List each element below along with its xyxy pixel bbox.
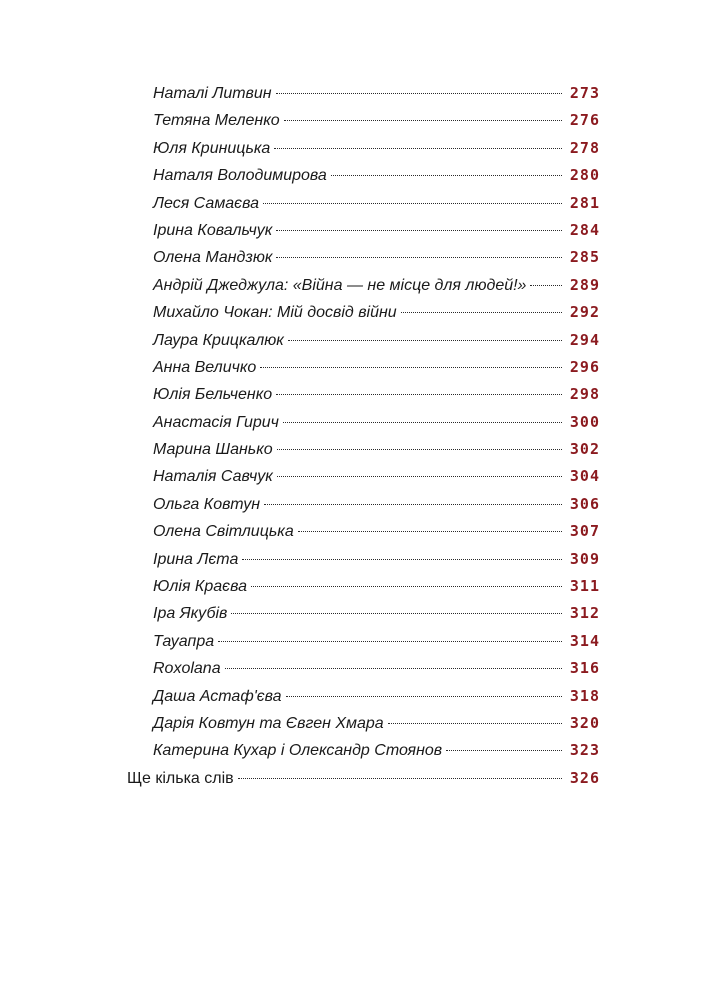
toc-entry-title: Іра Якубів bbox=[153, 605, 228, 623]
toc-entry-title: Тауапра bbox=[153, 632, 215, 650]
toc-page-number: 318 bbox=[569, 686, 600, 705]
toc-page-number: 304 bbox=[569, 467, 600, 486]
toc-page-number: 276 bbox=[569, 111, 600, 130]
toc-page-number: 281 bbox=[569, 193, 600, 212]
toc-page-number: 296 bbox=[569, 357, 600, 376]
toc-entry-title: Даша Астаф'єва bbox=[153, 687, 282, 705]
toc-entry-title: Наталя Володимирова bbox=[153, 167, 327, 185]
dot-leader bbox=[401, 312, 562, 313]
toc-entry[interactable] bbox=[0, 244, 728, 271]
toc-entry-title: Ірина Лєта bbox=[153, 550, 239, 568]
toc-entry-title: Анна Величко bbox=[153, 358, 257, 376]
toc-page-number: 280 bbox=[569, 166, 600, 185]
dot-leader bbox=[231, 613, 562, 614]
toc-page-number: 300 bbox=[569, 412, 600, 431]
toc-page-number: 292 bbox=[569, 303, 600, 322]
dot-leader bbox=[446, 750, 562, 751]
toc-page-number: 289 bbox=[569, 275, 600, 294]
dot-leader bbox=[331, 175, 562, 176]
toc-entry-title: Лаура Крицкалюк bbox=[153, 331, 284, 349]
dot-leader bbox=[298, 531, 562, 532]
dot-leader bbox=[276, 257, 562, 258]
toc-page-number: 294 bbox=[569, 330, 600, 349]
dot-leader bbox=[218, 641, 562, 642]
toc-entry[interactable] bbox=[0, 628, 728, 655]
toc-entry[interactable] bbox=[0, 272, 728, 299]
toc-entry-title: Тетяна Меленко bbox=[153, 112, 280, 130]
toc-entry[interactable] bbox=[0, 80, 728, 107]
dot-leader bbox=[225, 668, 562, 669]
toc-page-number: 278 bbox=[569, 138, 600, 157]
toc-page-number: 298 bbox=[569, 385, 600, 404]
dot-leader bbox=[251, 586, 562, 587]
toc-page-number: 312 bbox=[569, 604, 600, 623]
table-of-contents bbox=[0, 80, 728, 792]
toc-page-number: 323 bbox=[569, 741, 600, 760]
dot-leader bbox=[260, 367, 562, 368]
toc-entry[interactable] bbox=[0, 162, 728, 189]
toc-entry-title: Анастасія Гирич bbox=[153, 413, 279, 431]
dot-leader bbox=[277, 449, 562, 450]
toc-entry[interactable] bbox=[0, 518, 728, 545]
toc-entry[interactable] bbox=[0, 409, 728, 436]
toc-entry-title: Андрій Джеджула: «Війна — не місце для людей!» bbox=[153, 276, 527, 294]
toc-page-number: 326 bbox=[569, 768, 600, 787]
dot-leader bbox=[264, 504, 562, 505]
toc-entry[interactable] bbox=[0, 299, 728, 326]
toc-entry-title: Ольга Ковтун bbox=[153, 495, 261, 513]
dot-leader bbox=[276, 394, 562, 395]
dot-leader bbox=[238, 778, 562, 779]
dot-leader bbox=[530, 285, 562, 286]
toc-page-number: 285 bbox=[569, 248, 600, 267]
toc-entry[interactable] bbox=[0, 190, 728, 217]
dot-leader bbox=[276, 93, 562, 94]
dot-leader bbox=[388, 723, 562, 724]
toc-entry-title: Наталія Савчук bbox=[153, 468, 273, 486]
toc-entry-title: Михайло Чокан: Мій досвід війни bbox=[153, 304, 397, 322]
toc-entry-title: Юлія Бельченко bbox=[153, 386, 273, 404]
toc-entry-title: Леся Самаєва bbox=[153, 194, 260, 212]
toc-entry[interactable] bbox=[0, 600, 728, 627]
toc-entry[interactable] bbox=[0, 217, 728, 244]
toc-entry-title: Марина Шанько bbox=[153, 441, 273, 459]
toc-page-number: 306 bbox=[569, 494, 600, 513]
toc-entry-title: Наталі Литвин bbox=[153, 85, 272, 102]
dot-leader bbox=[242, 559, 562, 560]
toc-entry-title: Юлія Краєва bbox=[153, 578, 247, 596]
toc-entry[interactable] bbox=[0, 491, 728, 518]
dot-leader bbox=[277, 476, 562, 477]
toc-page-number: 284 bbox=[569, 220, 600, 239]
toc-entry[interactable] bbox=[0, 436, 728, 463]
toc-entry[interactable] bbox=[0, 354, 728, 381]
toc-entry-title: Ще кілька слів bbox=[127, 769, 234, 787]
toc-entry-title: Дарія Ковтун та Євген Хмара bbox=[153, 714, 384, 732]
dot-leader bbox=[288, 340, 562, 341]
toc-entry-title: Олена Мандзюк bbox=[153, 249, 273, 267]
toc-entry[interactable] bbox=[0, 737, 728, 764]
toc-page-number: 314 bbox=[569, 631, 600, 650]
toc-page-number: 273 bbox=[569, 84, 600, 102]
toc-entry-title: Катерина Кухар і Олександр Стоянов bbox=[153, 742, 443, 760]
toc-entry[interactable] bbox=[0, 107, 728, 134]
toc-entry-closing[interactable] bbox=[0, 765, 728, 792]
toc-entry-title: Ірина Ковальчук bbox=[153, 221, 273, 239]
toc-entry[interactable] bbox=[0, 655, 728, 682]
toc-entry[interactable] bbox=[0, 710, 728, 737]
dot-leader bbox=[276, 230, 562, 231]
toc-page-number: 302 bbox=[569, 440, 600, 459]
toc-page-number: 309 bbox=[569, 549, 600, 568]
toc-entry[interactable] bbox=[0, 327, 728, 354]
dot-leader bbox=[286, 696, 562, 697]
toc-page-number: 311 bbox=[569, 577, 600, 596]
dot-leader bbox=[263, 203, 562, 204]
toc-entry-title: Юля Криницька bbox=[153, 139, 271, 157]
toc-entry[interactable] bbox=[0, 683, 728, 710]
toc-entry[interactable] bbox=[0, 135, 728, 162]
toc-entry-title: Олена Світлицька bbox=[153, 523, 294, 541]
toc-page-number: 316 bbox=[569, 659, 600, 678]
toc-entry[interactable] bbox=[0, 463, 728, 490]
toc-entry[interactable] bbox=[0, 381, 728, 408]
dot-leader bbox=[284, 120, 562, 121]
dot-leader bbox=[274, 148, 562, 149]
dot-leader bbox=[283, 422, 562, 423]
toc-page-number: 307 bbox=[569, 522, 600, 541]
toc-entry[interactable] bbox=[0, 573, 728, 600]
toc-entry[interactable] bbox=[0, 546, 728, 573]
toc-page-number: 320 bbox=[569, 713, 600, 732]
toc-entry-title: Roxolana bbox=[153, 660, 221, 678]
